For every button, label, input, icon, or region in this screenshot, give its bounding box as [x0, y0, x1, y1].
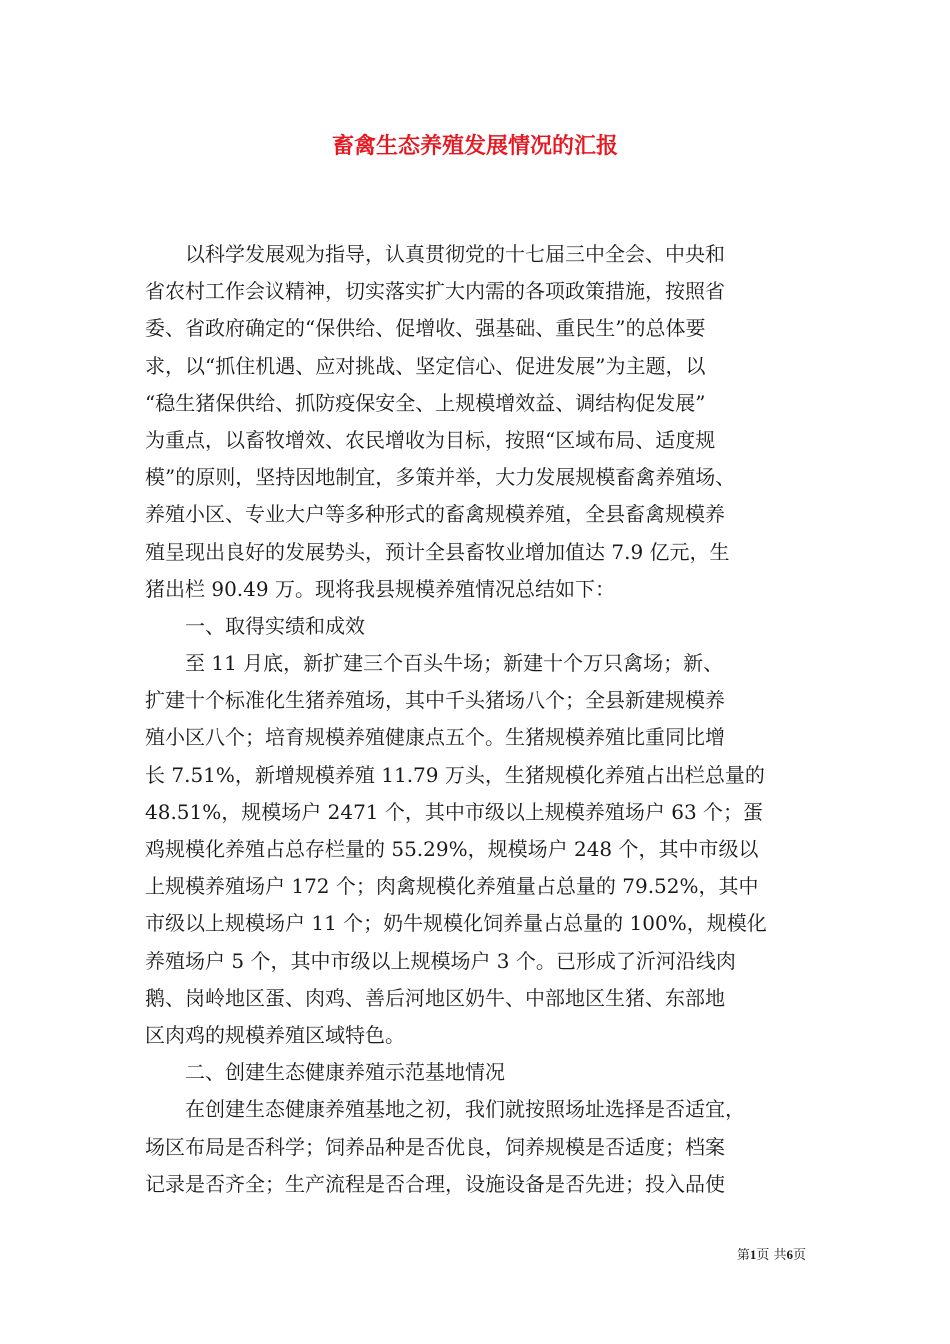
body-line: 区肉鸡的规模养殖区域特色。 — [145, 1022, 405, 1047]
body-line: 至 11 月底，新扩建三个百头牛场；新建十个万只禽场；新、 — [145, 651, 724, 676]
body-line: 在创建生态健康养殖基地之初，我们就按照场址选择是否适宜， — [145, 1097, 745, 1122]
body-line: 二、创建生态健康养殖示范基地情况 — [145, 1060, 505, 1085]
body-line: 场区布局是否科学；饲养品种是否优良，饲养规模是否适度；档案 — [145, 1134, 725, 1159]
body-line: 扩建十个标准化生猪养殖场，其中千头猪场八个；全县新建规模养 — [145, 688, 725, 713]
body-line: “稳生猪保供给、抓防疫保安全、上规模增效益、调结构促发展” — [145, 390, 706, 415]
body-line: 鸡规模化养殖占总存栏量的 55.29%，规模场户 248 个，其中市级以 — [145, 837, 759, 861]
document-body — [145, 236, 805, 1203]
body-line: 记录是否齐全；生产流程是否合理，设施设备是否先进；投入品使 — [145, 1171, 725, 1196]
body-line: 委、省政府确定的“保供给、促增收、强基础、重民生”的总体要 — [145, 316, 706, 341]
body-line: 殖呈现出良好的发展势头，预计全县畜牧业增加值达 7.9 亿元，生 — [145, 539, 730, 564]
footer-suffix: 页 — [792, 1248, 806, 1263]
body-line: 一、取得实绩和成效 — [145, 613, 365, 638]
body-line: 省农村工作会议精神，切实落实扩大内需的各项政策措施，按照省 — [145, 279, 725, 304]
body-line: 市级以上规模场户 11 个；奶牛规模化饲养量占总量的 100%，规模化 — [145, 911, 767, 936]
document-title: 畜禽生态养殖发展情况的汇报 — [331, 133, 618, 159]
page-footer — [737, 1246, 806, 1265]
body-line: 以科学发展观为指导，认真贯彻党的十七届三中全会、中央和 — [145, 242, 725, 266]
body-line: 模”的原则，坚持因地制宜，多策并举，大力发展规模畜禽养殖场、 — [145, 465, 736, 490]
body-line: 为重点，以畜牧增效、农民增收为目标，按照“区域布局、适度规 — [145, 427, 716, 452]
body-line: 求，以“抓住机遇、应对挑战、坚定信心、促进发展”为主题，以 — [145, 353, 706, 378]
body-line: 长 7.51%，新增规模养殖 11.79 万头，生猪规模化养殖占出栏总量的 — [145, 762, 765, 787]
footer-prefix: 第 — [736, 1248, 750, 1263]
body-line: 48.51%，规模场户 2471 个，其中市级以上规模养殖场户 63 个；蛋 — [145, 799, 764, 824]
body-line: 鹅、岗岭地区蛋、肉鸡、善后河地区奶牛、中部地区生猪、东部地 — [145, 985, 725, 1010]
footer-total-pages: 6 — [786, 1247, 793, 1262]
body-line: 殖小区八个；培育规模养殖健康点五个。生猪规模养殖比重同比增 — [145, 725, 725, 750]
body-line: 上规模养殖场户 172 个；肉禽规模化养殖量占总量的 79.52%，其中 — [145, 874, 759, 899]
body-line: 养殖小区、专业大户等多种形式的畜禽规模养殖，全县畜禽规模养 — [145, 502, 725, 527]
body-line: 猪出栏 90.49 万。现将我县规模养殖情况总结如下： — [145, 576, 615, 601]
footer-mid: 页 共 — [756, 1248, 787, 1263]
footer-page-number: 1 — [749, 1247, 757, 1262]
body-line: 养殖场户 5 个，其中市级以上规模场户 3 个。已形成了沂河沿线肉 — [145, 948, 736, 973]
